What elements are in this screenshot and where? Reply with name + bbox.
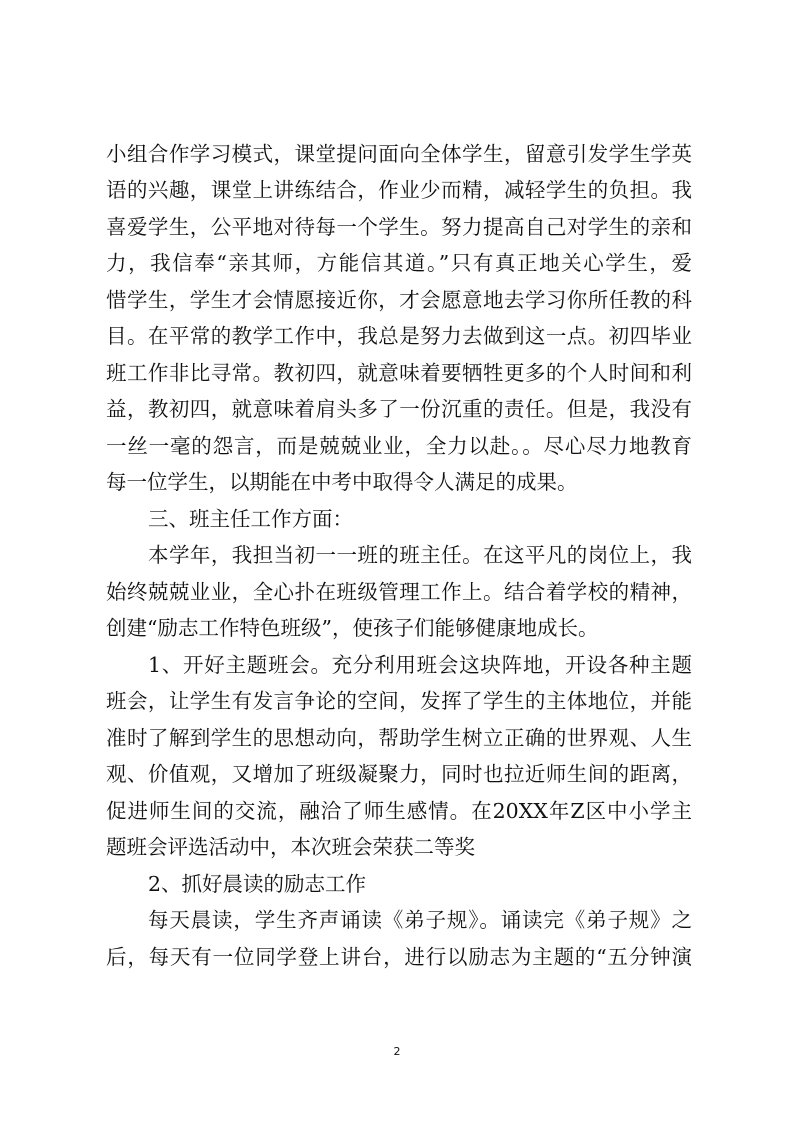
body-line-16: 班会，让学生有发言争论的空间，发挥了学生的主体地位，并能 [106, 689, 692, 713]
body-line-12: 本学年，我担当初一一班的班主任。在这平凡的岗位上，我 [148, 543, 692, 567]
body-line-20: 题班会评选活动中，本次班会荣获二等奖 [106, 835, 475, 859]
body-line-6: 目。在平常的教学工作中，我总是努力去做到这一点。初四毕业 [106, 324, 692, 348]
body-line-17: 准时了解到学生的思想动向，帮助学生树立正确的世界观、人生 [106, 726, 692, 750]
body-line-8: 益，教初四，就意味着肩头多了一份沉重的责任。但是，我没有 [106, 397, 692, 421]
body-line-19: 促进师生间的交流，融洽了师生感情。在20XX年Z区中小学主 [106, 799, 692, 823]
body-line-14: 创建“励志工作特色班级”，使孩子们能够健康地成长。 [106, 616, 599, 640]
body-line-4: 力，我信奉“亲其师，方能信其道。”只有真正地关心学生，爱 [106, 251, 692, 275]
body-line-13: 始终兢兢业业，全心扑在班级管理工作上。结合着学校的精神， [106, 580, 692, 604]
body-line-18: 观、价值观，又增加了班级凝聚力，同时也拉近师生间的距离， [106, 762, 692, 786]
page-number: 2 [393, 1045, 401, 1058]
body-line-5: 惜学生，学生才会情愿接近你，才会愿意地去学习你所任教的科 [106, 288, 692, 312]
body-line-23: 后，每天有一位同学登上讲台，进行以励志为主题的“五分钟演 [106, 945, 692, 969]
body-line-1: 小组合作学习模式，课堂提问面向全体学生，留意引发学生学英 [106, 142, 692, 166]
body-line-2: 语的兴趣，课堂上讲练结合，作业少而精，减轻学生的负担。我 [106, 178, 692, 202]
body-line-9: 一丝一毫的怨言，而是兢兢业业，全力以赴。。尽心尽力地教育 [106, 434, 692, 458]
body-line-3: 喜爱学生，公平地对待每一个学生。努力提高自己对学生的亲和 [106, 215, 692, 239]
body-line-22: 每天晨读，学生齐声诵读《弟子规》。诵读完《弟子规》之 [148, 908, 692, 932]
body-line-10: 每一位学生，以期能在中考中取得令人满足的成果。 [106, 470, 578, 494]
body-line-7: 班工作非比寻常。教初四，就意味着要牺牲更多的个人时间和利 [106, 361, 692, 385]
item-1-line-1: 1、开好主题班会。充分利用班会这块阵地，开设各种主题 [148, 653, 692, 677]
item-2-heading: 2、抓好晨读的励志工作 [148, 872, 367, 896]
section-heading: 三、班主任工作方面： [148, 507, 353, 531]
